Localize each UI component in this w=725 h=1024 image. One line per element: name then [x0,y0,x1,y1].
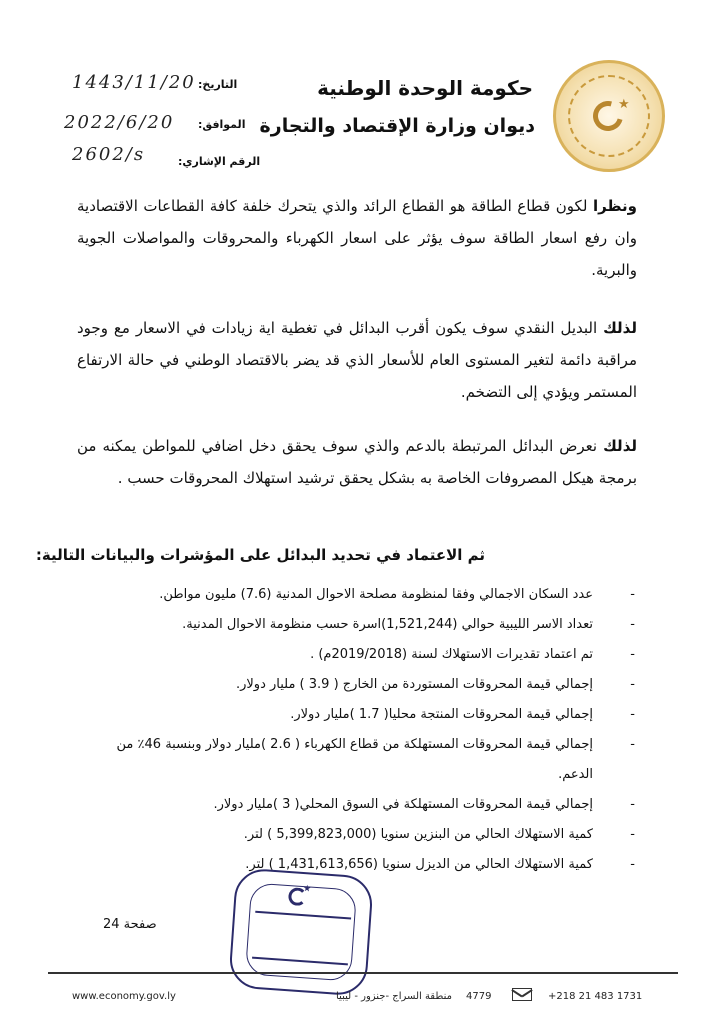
page-number: صفحة 24 [103,917,157,932]
list-item [85,610,635,640]
list-item [85,790,635,820]
reference-number-value: 2602/s [72,144,146,165]
address-text: منطقة السراج -جنزور - ليبيا [336,991,452,1002]
paragraph-3 [77,430,637,494]
bullet: - [630,857,635,872]
paragraph-2 [77,312,637,408]
paragraph-1 [77,190,637,286]
paragraph-text: نعرض البدائل المرتبطة بالدعم والذي سوف يحقق دخل اضافي للمواطن يمكنه من برمجة هيكل المصروفات الخاصة به بشكل يحقق ترشيد استهلاك المحروقات حسب . [77,437,637,487]
list-item-text: إجمالي قيمة المحروقات المستوردة من الخارج ( 3.9 ) مليار دولار. [235,677,593,692]
list-item [85,730,635,790]
ministry-emblem-seal [553,60,665,172]
section-title: ثم الاعتماد في تحديد البدائل على المؤشرات والبيانات التالية: [35,546,485,564]
government-title: حكومة الوحدة الوطنية [317,76,533,100]
list-item [85,850,635,880]
list-item-text: عدد السكان الاجمالي وفقا لمنظومة مصلحة الاحوال المدنية (7.6) مليون مواطن. [159,587,593,602]
bullet: - [630,737,635,752]
list-item [85,670,635,700]
paragraph-text: البديل النقدي سوف يكون أقرب البدائل في تغطية اية زيادات في الاسعار مع وجود مراقبة دائمة لتغير المستوى العام للأسعار الذي قد يضر بالاقتصاد الوطني في حالة الارتفاع المستمر ويؤدي إلى التضخم. [77,319,637,401]
corresponding-date-value: 2022/6/20 [64,112,175,133]
date-label: التاريخ: [198,78,238,91]
date-value: 1443/11/20 [72,72,196,93]
star-icon: ★ [618,97,630,112]
star-icon: ★ [302,884,312,895]
corresponding-date-label: الموافق: [198,118,246,131]
list-item-text: تعداد الاسر الليبية حوالي (1,521,244)اسرة حسب منظومة الاحوال المدنية. [182,617,593,632]
list-item-text: تم اعتماد تقديرات الاستهلاك لسنة (2019/2018م) . [310,647,593,662]
reference-number-label: الرقم الإشاري: [178,155,261,168]
signature-mark [252,911,351,966]
bullet: - [630,647,635,662]
paragraph-lead: ونظرا [592,197,637,215]
bullet: - [630,587,635,602]
list-item-text: إجمالي قيمة المحروقات المستهلكة من قطاع الكهرباء ( 2.6 )مليار دولار وبنسبة 46٪ من الدعم. [116,737,593,782]
indicators-list [85,580,635,880]
bullet: - [630,797,635,812]
list-item-text: كمية الاستهلاك الحالي من الديزل سنويا (1,431,613,656 ) لتر. [245,857,593,872]
bullet: - [630,827,635,842]
footer-divider [48,972,678,974]
paragraph-lead: لذلك [603,319,637,337]
mail-icon [512,988,532,1001]
bullet: - [630,617,635,632]
list-item [85,640,635,670]
list-item [85,580,635,610]
ministry-title: ديوان وزارة الإقتصاد والتجارة [259,115,535,137]
bullet: - [630,707,635,722]
list-item [85,820,635,850]
website-link[interactable]: www.economy.gov.ly [72,991,176,1002]
official-stamp [228,867,374,996]
paragraph-lead: لذلك [603,437,637,455]
phone-number: +218 21 483 1731 [548,991,643,1002]
paragraph-text: لكون قطاع الطاقة هو القطاع الرائد والذي يتحرك خلفة كافة القطاعات الاقتصادية وان رفع اسعار الطاقة سوف يؤثر على اسعار الكهرباء والمحروقات والمواصلات الجوية والبرية. [77,197,637,279]
bullet: - [630,677,635,692]
list-item-text: كمية الاستهلاك الحالي من البنزين سنويا (5,399,823,000 ) لتر. [243,827,593,842]
po-box-number: 4779 [466,991,492,1002]
list-item-text: إجمالي قيمة المحروقات المنتجة محليا( 1.7 )مليار دولار. [290,707,593,722]
list-item [85,700,635,730]
list-item-text: إجمالي قيمة المحروقات المستهلكة في السوق المحلي( 3 )مليار دولار. [213,797,593,812]
